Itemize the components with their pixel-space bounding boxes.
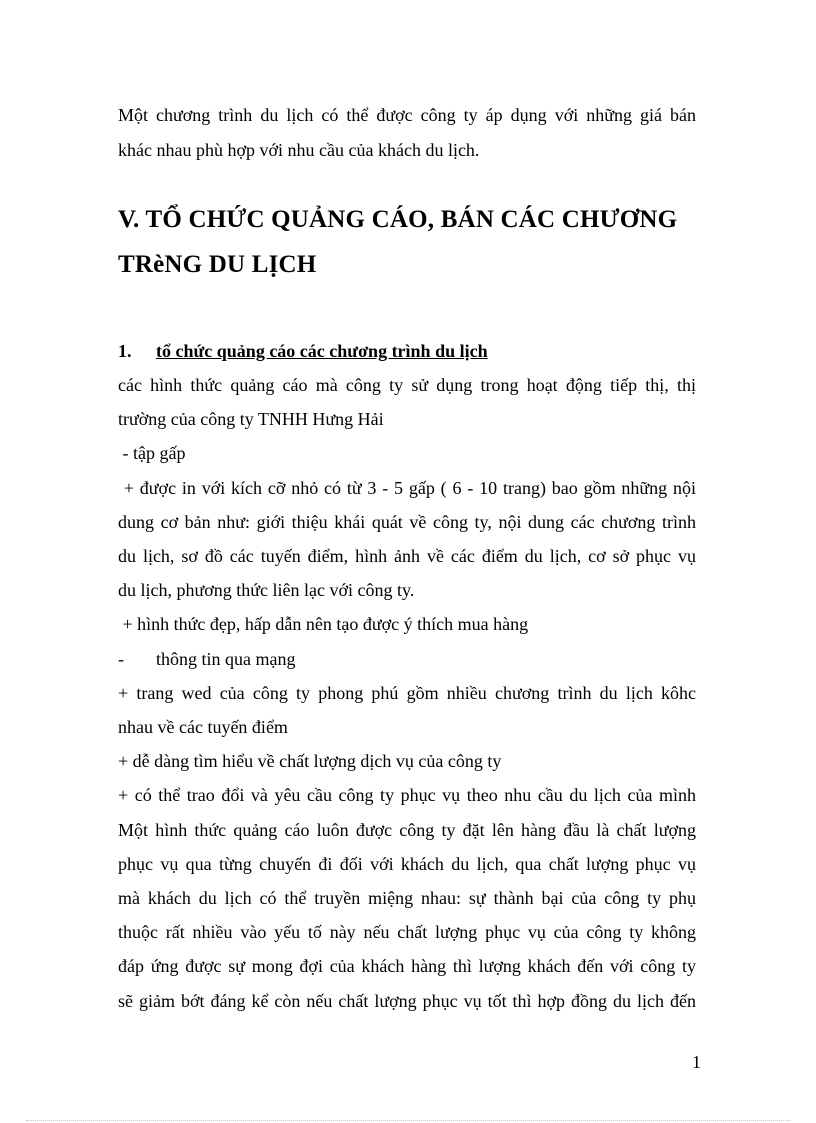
list-dash: -: [118, 649, 124, 669]
intro-line-1: Một chương trình du lịch có thể được công ty áp dụng với những giá bán: [118, 105, 696, 125]
paragraph-line: + được in với kích cỡ nhỏ có từ 3 - 5 gấp ( 6 - 10 trang) bao gồm những nội: [118, 478, 696, 498]
section-title: [118, 340, 488, 362]
list-item-text: thông tin qua mạng: [156, 649, 296, 669]
paragraph-line: sẽ giảm bớt đáng kể còn nếu chất lượng phục vụ tốt thì hợp đồng du lịch đến: [118, 991, 696, 1011]
paragraph-line: trường của công ty TNHH Hưng Hải: [118, 409, 384, 429]
paragraph-line: thuộc rất nhiều vào yếu tố này nếu chất lượng phục vụ của công ty không: [118, 922, 696, 942]
paragraph-line: nhau về các tuyến điểm: [118, 717, 288, 737]
paragraph-line: + trang wed của công ty phong phú gồm nhiều chương trình du lịch kôhc: [118, 683, 696, 703]
page-bottom-divider: [26, 1120, 790, 1121]
paragraph-line: mà khách du lịch có thể truyền miệng nhau: sự thành bại của công ty phụ: [118, 888, 696, 908]
chapter-heading-line-1: V. TỔ CHỨC QUẢNG CÁO, BÁN CÁC CHƯƠNG: [118, 206, 678, 233]
paragraph-line: + có thể trao đổi và yêu cầu công ty phục vụ theo nhu cầu du lịch của mình: [118, 785, 696, 805]
paragraph-line: đáp ứng được sự mong đợi của khách hàng thì lượng khách đến với công ty: [118, 956, 696, 976]
paragraph-line: các hình thức quảng cáo mà công ty sử dụng trong hoạt động tiếp thị, thị: [118, 375, 696, 395]
paragraph-line: dung cơ bản như: giới thiệu khái quát về công ty, nội dung các chương trình: [118, 512, 696, 532]
list-item-online: [118, 648, 295, 670]
paragraph-line: + hình thức đẹp, hấp dẫn nên tạo được ý thích mua hàng: [118, 614, 529, 634]
intro-line-2: khác nhau phù hợp với nhu cầu của khách du lịch.: [118, 140, 480, 160]
paragraph-line: du lịch, sơ đồ các tuyến điểm, hình ảnh về các điểm du lịch, cơ sở phục vụ: [118, 546, 696, 566]
paragraph-line: phục vụ qua từng chuyến đi đối với khách du lịch, qua chất lượng phục vụ: [118, 854, 696, 874]
section-number: 1.: [118, 341, 132, 361]
section-title-text: tổ chức quảng cáo các chương trình du lịch: [156, 341, 488, 361]
paragraph-line: Một hình thức quảng cáo luôn được công ty đặt lên hàng đầu là chất lượng: [118, 820, 696, 840]
paragraph-line: + dễ dàng tìm hiểu về chất lượng dịch vụ của công ty: [118, 751, 502, 771]
chapter-heading-line-2: TRèNG DU LỊCH: [118, 251, 317, 278]
page-number: 1: [692, 1052, 701, 1072]
paragraph-line: du lịch, phương thức liên lạc với công ty.: [118, 580, 415, 600]
list-item-brochure: - tập gấp: [118, 443, 186, 463]
